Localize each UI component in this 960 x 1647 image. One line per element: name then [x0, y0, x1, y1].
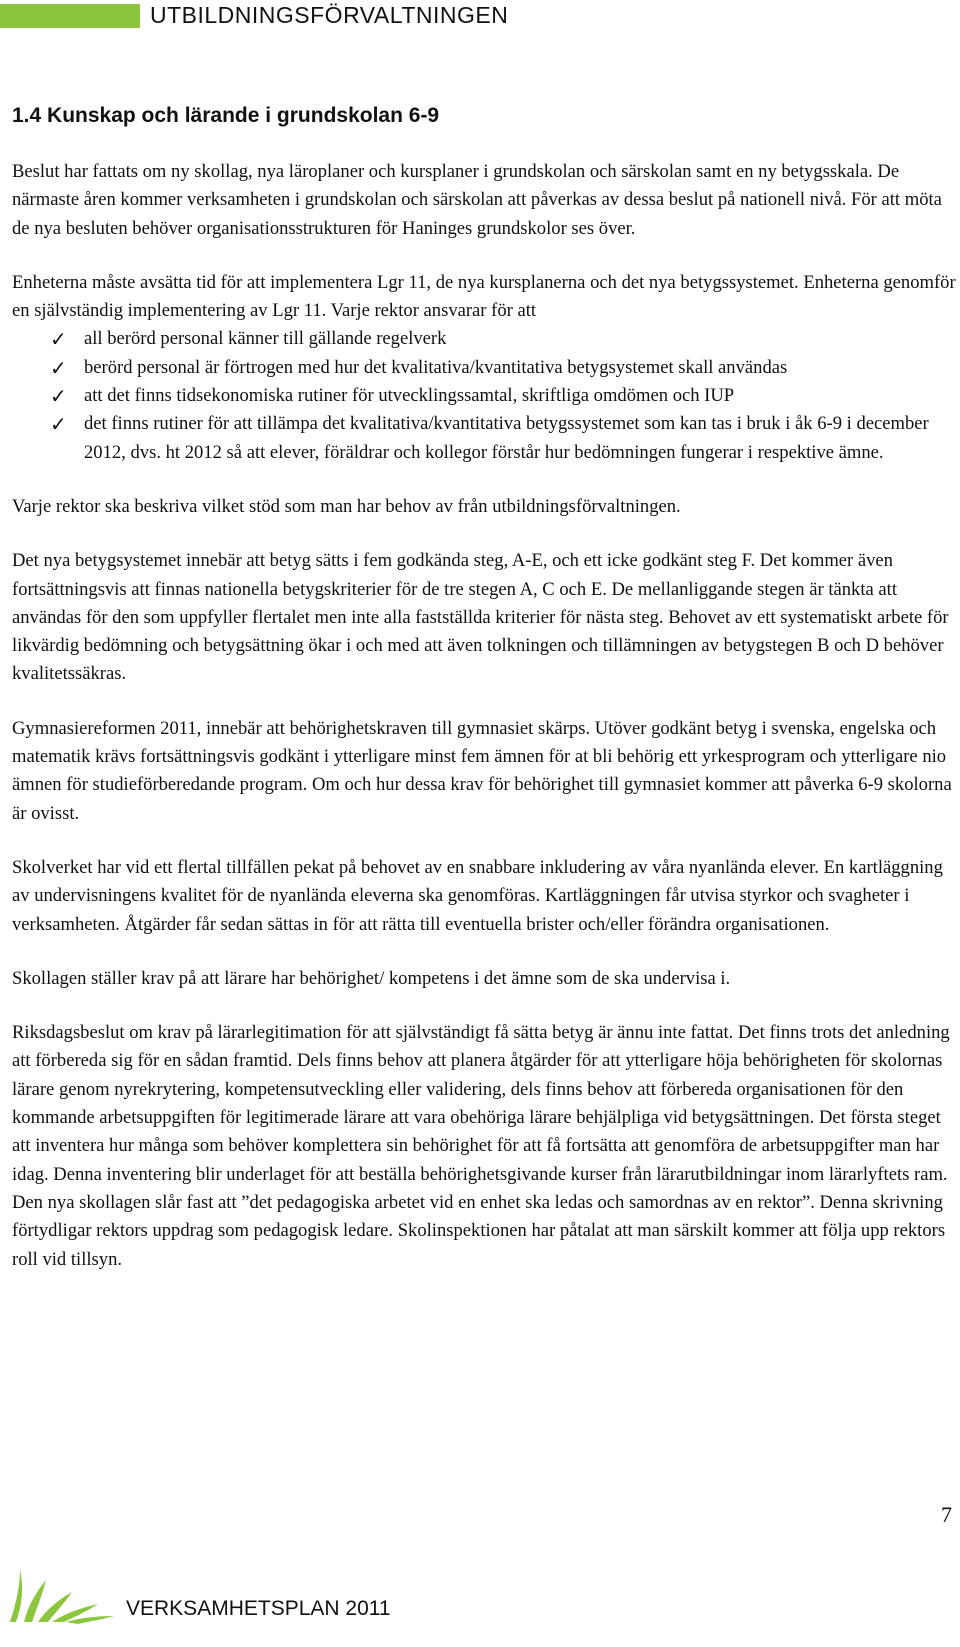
checkmark-icon: ✓ — [50, 412, 67, 437]
paragraph-implementation: Enheterna måste avsätta tid för att implementera Lgr 11, de nya kursplanerna och det nya betygssystemet. Enheterna genomför en självständig implementering av Lgr 11. Varje rektor ansvarar för att — [12, 271, 956, 322]
checkmark-icon: ✓ — [50, 384, 67, 409]
stylized-green-grass-icon — [6, 1566, 118, 1626]
paragraph-teacher-certification: Riksdagsbeslut om krav på lärarlegitimation för att självständigt få sätta betyg är ännu inte fattat. Det finns trots det anledning att förbereda sig för en sådan framtid. Dels finns behov att planera åtgärder för att ytterligare höja behörigheten för skolornas lärare genom nyrekrytering, kompetensutveckling eller validering, dels finns behov att förbereda organisationen för den kommande arbetsuppgiften för legitimerade lärare att vara obehöriga lärare behjälpliga vid betygsättningen. Det första steget att inventera hur många som behöver komplettera sin behörighet för att få fortsätta att genomföra de arbetsuppgifter man har idag. Denna inventering blir underlaget för att beställa behörighetsgivande kurser från lärarutbildningar inom lärarlyftets ram. Den nya skollagen slår fast att ”det pedagogiska arbetet vid en enhet ska ledas och samordnas av en rektor”. Denna skrivning förtydligar rektors uppdrag som pedagogisk ledare. Skolinspektionen har påtalat att man särskilt kommer att följa upp rektors roll vid tillsyn. — [12, 1022, 950, 1270]
paragraph-teacher-qualification: Skollagen ställer krav på att lärare har behörighet/ kompetens i det ämne som de ska undervisa i. — [12, 967, 731, 989]
header-accent-bar — [0, 4, 140, 28]
paragraph-support-needs: Varje rektor ska beskriva vilket stöd som man har behov av från utbildningsförvaltningen. — [12, 495, 681, 517]
org-name: UTBILDNINGSFÖRVALTNINGEN — [150, 2, 509, 28]
principal-responsibilities-list — [12, 325, 960, 466]
checkmark-icon: ✓ — [50, 355, 67, 380]
list-item-text: det finns rutiner för att tillämpa det kvalitativa/kvantitativa betygssystemet som kan tas i bruk i åk 6-9 i december 2012, dvs. ht 2012 så att elever, föräldrar och kollegor förstår hur bedömningen fungerar i respektive ämne. — [84, 413, 929, 463]
section-heading: 1.4 Kunskap och lärande i grundskolan 6-9 — [12, 104, 440, 127]
page-number: 7 — [941, 1502, 952, 1527]
list-item — [12, 325, 960, 353]
list-item-text: att det finns tidsekonomiska rutiner för utvecklingssamtal, skriftliga omdömen och IUP — [84, 385, 735, 407]
list-item-text: all berörd personal känner till gällande regelverk — [84, 328, 447, 350]
list-item — [12, 354, 960, 382]
paragraph-reform-intro — [12, 158, 960, 243]
paragraph-newly-arrived-students: Skolverket har vid ett flertal tillfällen pekat på behovet av en snabbare inkludering av våra nyanlända elever. En kartläggning av undervisningens kvalitet för de nyanlända eleverna ska genomföras. Kartläggningen får utvisa styrkor och svagheter i verksamheten. Åtgärder får sedan sättas in för att rätta till eventuella brister och/eller förändra organisationen. — [12, 856, 943, 935]
list-item-text: berörd personal är förtrogen med hur det kvalitativa/kvantitativa betygsystemet skall användas — [84, 356, 788, 378]
paragraph-grading-system: Det nya betygsystemet innebär att betyg sätts i fem godkända steg, A-E, och ett icke godkänt steg F. Det kommer även fortsättningsvis att finnas nationella betygskriterier för de tre stegen A, C och E. De mellanliggande stegen är tänkta att användas för den som uppfyller flertalet men inte alla fastställda kriterier för nästa steg. Behovet av ett systematiskt arbete för likvärdig bedömning och betygsättning ökar i och med att även tolkningen och tillämningen av betygstegen B och D behöver kvalitetssäkras. — [12, 550, 949, 685]
list-item — [12, 382, 960, 410]
paragraph-upper-secondary-reform: Gymnasiereformen 2011, innebär att behörighetskraven till gymnasiet skärps. Utöver godkänt betyg i svenska, engelska och matematik krävs fortsättningsvis godkänt i ytterligare minst fem ämnen för at bli behörig ett yrkesprogram och ytterligare nio ämnen för studieförberedande program. Om och hur dessa krav för behörighet till gymnasiet kommer att påverka 6-9 skolorna är ovisst. — [12, 717, 952, 824]
plan-title: VERKSAMHETSPLAN 2011 — [126, 1597, 391, 1620]
list-item — [12, 410, 960, 467]
paragraph-reform-intro-text: Beslut har fattats om ny skollag, nya läroplaner och kursplaner i grundskolan och särskolan samt en ny betygsskala. De närmaste åren kommer verksamheten i grundskolan och särskolan att påverkas av dessa beslut på nationell nivå. För att möta de nya besluten behöver organisationsstrukturen för Haninges grundskolor ses över. — [12, 161, 942, 239]
checkmark-icon: ✓ — [50, 327, 67, 352]
document-body — [12, 158, 960, 1300]
